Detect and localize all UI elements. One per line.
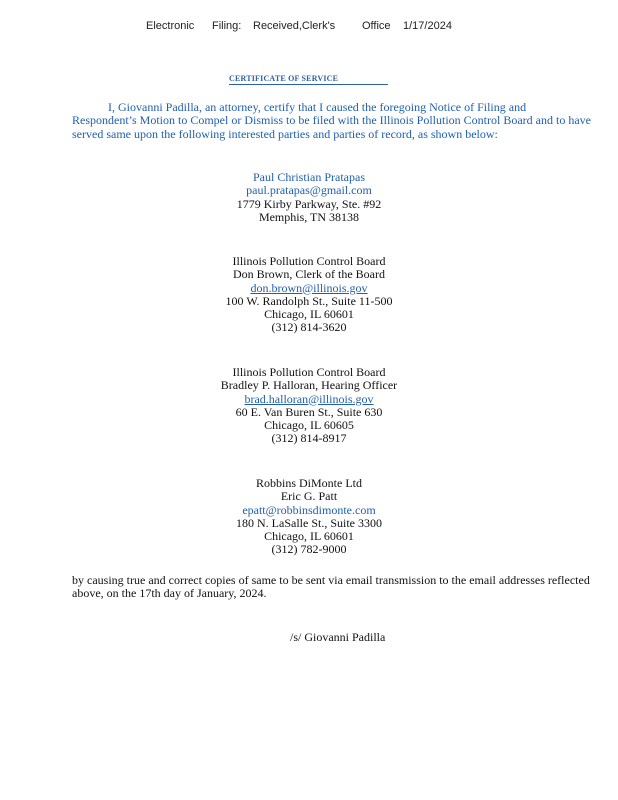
stamp-electronic: Electronic — [146, 20, 195, 32]
party-email-link[interactable]: don.brown@illinois.gov — [250, 280, 368, 295]
party-org: Robbins DiMonte Ltd — [255, 476, 362, 490]
party-city: Chicago, IL 60605 — [264, 418, 354, 433]
party-email[interactable]: epatt@robbinsdimonte.com — [242, 502, 376, 517]
party-phone: (312) 814-3620 — [271, 320, 347, 335]
party-block-robbins — [0, 477, 618, 557]
party-city: Memphis, TN 38138 — [258, 209, 360, 224]
party-city: Chicago, IL 60601 — [264, 529, 354, 544]
stamp-received: Received,Clerk's — [253, 20, 336, 32]
party-block-pratapas — [0, 171, 618, 224]
intro-text: I, Giovanni Padilla, an attorney, certify that I caused the foregoing Notice of Filing and Respondent’s Motion to Compel or Dismiss to be filed with the Illinois Pollution Control Board and to have served same upon the following interested parties and parties of record, as shown below: — [72, 100, 591, 141]
party-address: 60 E. Van Buren St., Suite 630 — [235, 404, 383, 419]
party-address: 100 W. Randolph St., Suite 11-500 — [225, 293, 393, 308]
party-name: Bradley P. Halloran, Hearing Officer — [220, 378, 398, 393]
party-phone: (312) 782-9000 — [271, 542, 347, 557]
party-address: 180 N. LaSalle St., Suite 3300 — [236, 515, 382, 530]
party-phone: (312) 814-8917 — [271, 431, 347, 446]
certificate-title: CERTIFICATE OF SERVICE — [229, 74, 388, 85]
party-org: Illinois Pollution Control Board — [232, 365, 386, 379]
party-address: 1779 Kirby Parkway, Ste. #92 — [236, 196, 382, 211]
party-email-link[interactable]: brad.halloran@illinois.gov — [244, 391, 374, 406]
closing-paragraph: by causing true and correct copies of same to be sent via email transmission to the email addresses reflected above, on the 17th day of January, 2024. — [72, 573, 590, 601]
party-name: Don Brown, Clerk of the Board — [233, 267, 385, 282]
party-name: Paul Christian Pratapas — [253, 170, 365, 184]
stamp-filing: Filing: — [212, 20, 242, 32]
party-city: Chicago, IL 60601 — [264, 307, 354, 322]
party-email[interactable]: paul.pratapas@gmail.com — [246, 183, 372, 198]
party-name: Eric G. Patt — [280, 489, 338, 504]
signature-line: /s/ Giovanni Padilla — [290, 630, 386, 644]
intro-paragraph — [72, 101, 592, 141]
stamp-office: Office — [362, 20, 391, 32]
stamp-date: 1/17/2024 — [403, 20, 452, 32]
party-org: Illinois Pollution Control Board — [232, 254, 386, 268]
party-block-clerk — [0, 255, 618, 335]
party-block-hearing-officer — [0, 366, 618, 446]
